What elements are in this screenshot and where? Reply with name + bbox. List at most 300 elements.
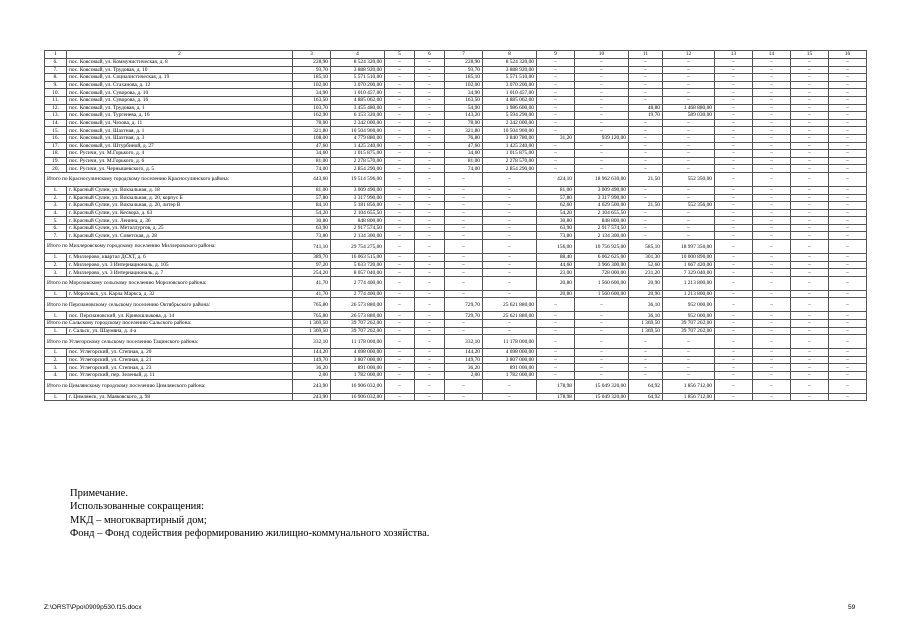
table-cell: 54,90 xyxy=(445,104,483,112)
table-cell: – xyxy=(537,165,575,173)
table-cell: – xyxy=(629,209,663,217)
table-cell: – xyxy=(791,327,829,335)
table-cell: 5 594 290,00 xyxy=(483,112,537,120)
table-cell: 47,60 xyxy=(293,142,331,150)
table-cell: – xyxy=(663,194,715,202)
table-cell: – xyxy=(629,96,663,104)
table-cell: 1 782 000,00 xyxy=(483,372,537,380)
subtotal-label: Итого по Красносулинскому городскому поселению Красносулинского района: xyxy=(45,172,293,186)
table-cell: – xyxy=(415,165,445,173)
table-cell: – xyxy=(715,276,753,290)
table-cell: 18 997 350,00 xyxy=(663,240,715,254)
column-number-cell: 2 xyxy=(67,51,293,59)
table-row xyxy=(45,194,867,202)
table-cell: – xyxy=(829,320,867,328)
table-cell: – xyxy=(537,298,575,312)
table-cell: 21,50 xyxy=(629,172,663,186)
table-cell: 1 856 712,00 xyxy=(663,393,715,401)
table-cell: – xyxy=(791,393,829,401)
table-cell: 63,90 xyxy=(293,224,331,232)
table-cell: – xyxy=(415,202,445,210)
table-cell: – xyxy=(753,269,791,277)
table-cell: – xyxy=(753,379,791,393)
table-cell: – xyxy=(385,74,415,82)
table-cell: – xyxy=(575,372,629,380)
table-cell: – xyxy=(715,290,753,298)
table-cell: 20,80 xyxy=(537,276,575,290)
table-cell: 1 369,50 xyxy=(629,327,663,335)
table-row xyxy=(45,165,867,173)
table-cell: – xyxy=(537,349,575,357)
table-cell: 3 966 300,00 xyxy=(575,261,629,269)
table-cell: 16 906 032,00 xyxy=(331,393,385,401)
table-cell: 29 754 275,00 xyxy=(331,240,385,254)
table-cell: – xyxy=(415,134,445,142)
table-cell: – xyxy=(575,320,629,328)
table-cell: – xyxy=(715,209,753,217)
row-number-cell: 1. xyxy=(45,393,67,401)
table-cell: – xyxy=(415,349,445,357)
table-cell: 47,60 xyxy=(445,142,483,150)
table-cell: – xyxy=(829,74,867,82)
table-cell: 31,20 xyxy=(537,134,575,142)
table-cell: – xyxy=(715,186,753,194)
table-cell: 848 800,00 xyxy=(331,217,385,225)
table-cell: – xyxy=(753,96,791,104)
table-row xyxy=(45,66,867,74)
table-cell: – xyxy=(483,217,537,225)
address-cell: пос. Ковсовый, ул. Трудовая, д. 10 xyxy=(67,66,293,74)
address-cell: пос. Углегорский, ул. Степная, д. 23 xyxy=(67,364,293,372)
table-cell: – xyxy=(415,127,445,135)
table-cell: – xyxy=(575,119,629,127)
table-cell: – xyxy=(445,261,483,269)
table-cell: – xyxy=(415,74,445,82)
table-cell: 21,50 xyxy=(629,202,663,210)
table-cell: – xyxy=(829,364,867,372)
address-cell: г. Красный Сулин, ул. Кесвора, д. 63 xyxy=(67,209,293,217)
address-cell: пос. Ковсовый, ул. Коммунистическая, д. 8 xyxy=(67,59,293,67)
table-cell: 254,20 xyxy=(293,269,331,277)
row-number-cell: 20. xyxy=(45,165,67,173)
table-cell: – xyxy=(791,298,829,312)
table-cell: – xyxy=(715,194,753,202)
table-cell: – xyxy=(445,240,483,254)
table-cell: – xyxy=(629,356,663,364)
table-cell: – xyxy=(715,81,753,89)
table-cell: – xyxy=(575,165,629,173)
table-cell: – xyxy=(483,172,537,186)
table-cell: – xyxy=(663,134,715,142)
table-row xyxy=(45,202,867,210)
column-number-cell: 4 xyxy=(331,51,385,59)
table-cell: – xyxy=(829,240,867,254)
table-cell: 73,80 xyxy=(293,232,331,240)
table-cell: – xyxy=(537,74,575,82)
table-cell: – xyxy=(715,217,753,225)
table-cell: 39 707 262,00 xyxy=(331,320,385,328)
table-cell: – xyxy=(629,119,663,127)
table-cell: – xyxy=(829,312,867,320)
housing-program-table xyxy=(44,50,867,401)
table-cell: – xyxy=(715,74,753,82)
table-cell: 19,70 xyxy=(629,112,663,120)
address-cell: г. Красный Сулин, ул. Металлургов, д. 25 xyxy=(67,224,293,232)
table-cell: 64,92 xyxy=(629,379,663,393)
table-cell: – xyxy=(415,209,445,217)
table-cell: – xyxy=(629,224,663,232)
table-cell: – xyxy=(829,379,867,393)
table-row xyxy=(45,349,867,357)
table-cell: – xyxy=(829,119,867,127)
note-heading: Примечание. xyxy=(70,488,128,499)
table-cell: – xyxy=(753,393,791,401)
table-cell: – xyxy=(791,89,829,97)
table-cell: – xyxy=(537,312,575,320)
row-number-cell: 10. xyxy=(45,89,67,97)
table-cell: – xyxy=(483,379,537,393)
table-cell: – xyxy=(753,298,791,312)
table-cell: 30,80 xyxy=(537,217,575,225)
table-cell: – xyxy=(829,202,867,210)
address-cell: г. Сальск, ул. Шаумяна, д. 4-а xyxy=(67,327,293,335)
table-cell: – xyxy=(753,276,791,290)
table-cell: – xyxy=(483,290,537,298)
table-cell: – xyxy=(715,142,753,150)
table-cell: 10 000 890,00 xyxy=(663,254,715,262)
table-cell: 103,70 xyxy=(293,104,331,112)
table-cell: 74,00 xyxy=(445,165,483,173)
table-cell: 243,90 xyxy=(293,379,331,393)
table-cell: – xyxy=(829,356,867,364)
table-cell: 81,00 xyxy=(445,157,483,165)
row-number-cell: 2. xyxy=(45,356,67,364)
table-cell: – xyxy=(663,224,715,232)
table-cell: – xyxy=(415,269,445,277)
table-cell: 108,00 xyxy=(293,134,331,142)
table-cell: – xyxy=(829,127,867,135)
table-row xyxy=(45,112,867,120)
table-cell: – xyxy=(445,232,483,240)
table-row xyxy=(45,269,867,277)
table-cell: – xyxy=(715,66,753,74)
table-cell: – xyxy=(791,232,829,240)
table-cell: – xyxy=(663,157,715,165)
table-cell: – xyxy=(415,157,445,165)
table-cell: – xyxy=(753,89,791,97)
row-number-cell: 1. xyxy=(45,349,67,357)
table-cell: – xyxy=(385,217,415,225)
subtotal-label: Итого по Сальскому городскому поселению Сальского района: xyxy=(45,320,293,328)
table-cell: – xyxy=(385,134,415,142)
table-cell: 1 468 880,00 xyxy=(663,104,715,112)
row-number-cell: 1. xyxy=(45,312,67,320)
table-cell: 2 278 570,00 xyxy=(483,157,537,165)
table-cell: 2 104 655,50 xyxy=(575,209,629,217)
row-number-cell: 8. xyxy=(45,74,67,82)
table-cell: 4 885 062,00 xyxy=(331,96,385,104)
table-cell: – xyxy=(753,157,791,165)
table-row xyxy=(45,290,867,298)
table-cell: 1 369,50 xyxy=(629,320,663,328)
table-cell: 81,00 xyxy=(293,186,331,194)
table-cell: – xyxy=(415,254,445,262)
table-cell: – xyxy=(829,276,867,290)
table-cell: 76,80 xyxy=(445,134,483,142)
table-cell: – xyxy=(663,119,715,127)
table-cell: 3 009 490,00 xyxy=(575,186,629,194)
table-cell: – xyxy=(537,356,575,364)
table-cell: – xyxy=(791,112,829,120)
table-cell: – xyxy=(415,312,445,320)
table-cell: – xyxy=(385,172,415,186)
table-cell: – xyxy=(829,290,867,298)
table-cell: – xyxy=(385,320,415,328)
table-cell: – xyxy=(385,127,415,135)
table-cell: – xyxy=(663,89,715,97)
table-cell: – xyxy=(385,312,415,320)
table-cell: – xyxy=(791,74,829,82)
address-cell: г. Морозовск, ул. Карла Маркса, д. 32 xyxy=(67,290,293,298)
table-cell: – xyxy=(537,66,575,74)
table-cell: – xyxy=(829,393,867,401)
table-cell: – xyxy=(415,393,445,401)
table-cell: 2 854 290,00 xyxy=(483,165,537,173)
table-cell: – xyxy=(575,312,629,320)
table-cell: 3 009 490,00 xyxy=(331,186,385,194)
table-cell: – xyxy=(385,290,415,298)
table-cell: 34,60 xyxy=(445,150,483,158)
table-cell: 3 807 000,00 xyxy=(331,356,385,364)
footer-file-path: Z:\ORST\Ppo\0909p530.f15.docx xyxy=(44,604,142,611)
table-cell: – xyxy=(791,66,829,74)
table-cell: – xyxy=(385,327,415,335)
table-cell: – xyxy=(537,89,575,97)
address-cell: г. Красный Сулин, ул. Вокзальная, д. 20, корпус Б xyxy=(67,194,293,202)
table-cell: – xyxy=(575,356,629,364)
table-cell: 26 573 880,00 xyxy=(331,312,385,320)
table-cell: – xyxy=(791,172,829,186)
row-number-cell: 5. xyxy=(45,217,67,225)
table-cell: 20,90 xyxy=(629,276,663,290)
table-cell: – xyxy=(385,194,415,202)
table-row xyxy=(45,127,867,135)
table-cell: – xyxy=(663,74,715,82)
table-cell: – xyxy=(629,217,663,225)
table-cell: 185,10 xyxy=(445,74,483,82)
table-cell: 585,10 xyxy=(629,240,663,254)
table-cell: 26 573 880,00 xyxy=(331,298,385,312)
table-cell: 2 134 300,00 xyxy=(575,232,629,240)
table-cell: – xyxy=(575,157,629,165)
table-cell: – xyxy=(385,356,415,364)
table-cell: 102,00 xyxy=(293,81,331,89)
address-cell: пос. Ковсовый, ул. Шахтная, д. 3 xyxy=(67,134,293,142)
table-cell: – xyxy=(791,349,829,357)
table-cell: – xyxy=(829,157,867,165)
note-abbreviation-fund: Фонд – Фонд содействия реформированию жилищно-коммунального хозяйства. xyxy=(70,527,430,539)
table-cell: – xyxy=(663,349,715,357)
table-cell: – xyxy=(663,81,715,89)
table-cell: 36,20 xyxy=(445,364,483,372)
table-cell: 243,90 xyxy=(293,393,331,401)
table-row xyxy=(45,186,867,194)
table-cell: – xyxy=(829,349,867,357)
table-cell: 2,00 xyxy=(293,372,331,380)
table-row xyxy=(45,142,867,150)
table-cell: 163,50 xyxy=(293,96,331,104)
table-cell: – xyxy=(829,232,867,240)
table-cell: – xyxy=(753,119,791,127)
table-cell: 54,20 xyxy=(293,209,331,217)
table-cell: – xyxy=(385,240,415,254)
table-cell: 1 560 600,00 xyxy=(575,276,629,290)
table-cell: – xyxy=(715,202,753,210)
table-cell: – xyxy=(415,276,445,290)
table-cell: 4 885 062,00 xyxy=(483,96,537,104)
table-cell: – xyxy=(791,186,829,194)
table-cell: – xyxy=(791,104,829,112)
table-cell: – xyxy=(415,379,445,393)
table-cell: 78,00 xyxy=(445,119,483,127)
table-cell: 228,90 xyxy=(293,59,331,67)
table-cell: – xyxy=(385,276,415,290)
table-cell: – xyxy=(575,127,629,135)
table-cell: – xyxy=(385,372,415,380)
address-cell: г. Красный Сулин, ул. Вокзальная, д. 20, литер В xyxy=(67,202,293,210)
table-cell: – xyxy=(753,172,791,186)
table-cell: 81,00 xyxy=(293,157,331,165)
table-cell: 1 015 875,00 xyxy=(331,150,385,158)
table-cell: – xyxy=(445,172,483,186)
row-number-cell: 3. xyxy=(45,364,67,372)
table-cell: 2,00 xyxy=(445,372,483,380)
row-number-cell: 3. xyxy=(45,269,67,277)
row-number-cell: 2. xyxy=(45,261,67,269)
table-cell: 44,60 xyxy=(537,261,575,269)
table-cell: – xyxy=(663,217,715,225)
subtotal-label: Итого по Морозовскому сельскому поселению Морозовского района: xyxy=(45,276,293,290)
address-cell: г. Красный Сулин, ул. Ленина, д. 36 xyxy=(67,217,293,225)
table-cell: 2 917 574,50 xyxy=(575,224,629,232)
table-cell: – xyxy=(791,157,829,165)
table-cell: – xyxy=(629,66,663,74)
table-cell: – xyxy=(415,240,445,254)
table-cell: – xyxy=(483,327,537,335)
table-cell: – xyxy=(415,142,445,150)
table-cell: – xyxy=(629,194,663,202)
table-cell: – xyxy=(483,269,537,277)
table-row xyxy=(45,393,867,401)
table-cell: – xyxy=(445,393,483,401)
column-number-cell: 11 xyxy=(629,51,663,59)
table-cell: 144,20 xyxy=(293,349,331,357)
table-cell: – xyxy=(415,96,445,104)
table-cell: – xyxy=(415,320,445,328)
table-cell: 6 062 625,00 xyxy=(575,254,629,262)
subtotal-row xyxy=(45,298,867,312)
table-cell: 2 774 400,00 xyxy=(331,276,385,290)
table-cell: 1 213 800,00 xyxy=(663,276,715,290)
table-cell: – xyxy=(629,142,663,150)
table-cell: – xyxy=(385,364,415,372)
row-number-cell: 16. xyxy=(45,134,67,142)
table-cell: 93,70 xyxy=(293,66,331,74)
table-cell: – xyxy=(663,165,715,173)
table-cell: – xyxy=(385,81,415,89)
table-cell: – xyxy=(629,364,663,372)
table-cell: 1 010 457,00 xyxy=(483,89,537,97)
table-cell: – xyxy=(715,393,753,401)
table-cell: 5 571 510,00 xyxy=(483,74,537,82)
table-cell: – xyxy=(415,119,445,127)
table-cell: – xyxy=(445,379,483,393)
table-cell: – xyxy=(483,194,537,202)
table-cell: 891 000,00 xyxy=(331,364,385,372)
table-cell: – xyxy=(415,335,445,349)
table-cell: 729,70 xyxy=(445,298,483,312)
column-number-cell: 3 xyxy=(293,51,331,59)
address-cell: г. Красный Сулин, ул. Вокзальная, д. 18 xyxy=(67,186,293,194)
table-cell: 6 153 320,00 xyxy=(331,112,385,120)
table-cell: – xyxy=(715,165,753,173)
table-cell: – xyxy=(829,372,867,380)
table-cell: – xyxy=(385,150,415,158)
table-cell: 1 560 600,00 xyxy=(575,290,629,298)
table-cell: – xyxy=(715,127,753,135)
address-cell: г. Миллерово, квартал ДСХТ, д. 6 xyxy=(67,254,293,262)
table-cell: – xyxy=(663,150,715,158)
table-cell: – xyxy=(715,150,753,158)
subtotal-row xyxy=(45,320,867,328)
table-row xyxy=(45,89,867,97)
table-cell: – xyxy=(715,327,753,335)
table-cell: – xyxy=(575,66,629,74)
table-cell: – xyxy=(415,290,445,298)
table-cell: – xyxy=(753,364,791,372)
table-cell: – xyxy=(575,349,629,357)
row-number-cell: 7. xyxy=(45,66,67,74)
row-number-cell: 2. xyxy=(45,194,67,202)
table-cell: – xyxy=(829,172,867,186)
table-cell: 52,60 xyxy=(629,261,663,269)
address-cell: г. Красный Сулин, ул. Советская, д. 28 xyxy=(67,232,293,240)
table-row xyxy=(45,364,867,372)
row-number-cell: 1. xyxy=(45,290,67,298)
table-cell: 15 049 320,00 xyxy=(575,379,629,393)
table-cell: 16 906 032,00 xyxy=(331,379,385,393)
column-number-cell: 14 xyxy=(753,51,791,59)
row-number-cell: 18. xyxy=(45,150,67,158)
table-cell: – xyxy=(753,232,791,240)
subtotal-label: Итого по Миллеровскому городскому поселению Миллеровского района: xyxy=(45,240,293,254)
table-cell: – xyxy=(445,202,483,210)
table-cell: – xyxy=(415,194,445,202)
table-cell: 84,10 xyxy=(293,202,331,210)
row-number-cell: 4. xyxy=(45,209,67,217)
address-cell: пос. Персиановский, ул. Кривошлыкова, д. 14 xyxy=(67,312,293,320)
table-cell: – xyxy=(629,372,663,380)
table-cell: – xyxy=(575,142,629,150)
table-row xyxy=(45,232,867,240)
table-row xyxy=(45,209,867,217)
table-cell: 332,10 xyxy=(445,335,483,349)
table-cell: – xyxy=(753,150,791,158)
table-row xyxy=(45,104,867,112)
table-cell: 1 782 000,00 xyxy=(331,372,385,380)
table-cell: – xyxy=(575,89,629,97)
row-number-cell: 12. xyxy=(45,104,67,112)
